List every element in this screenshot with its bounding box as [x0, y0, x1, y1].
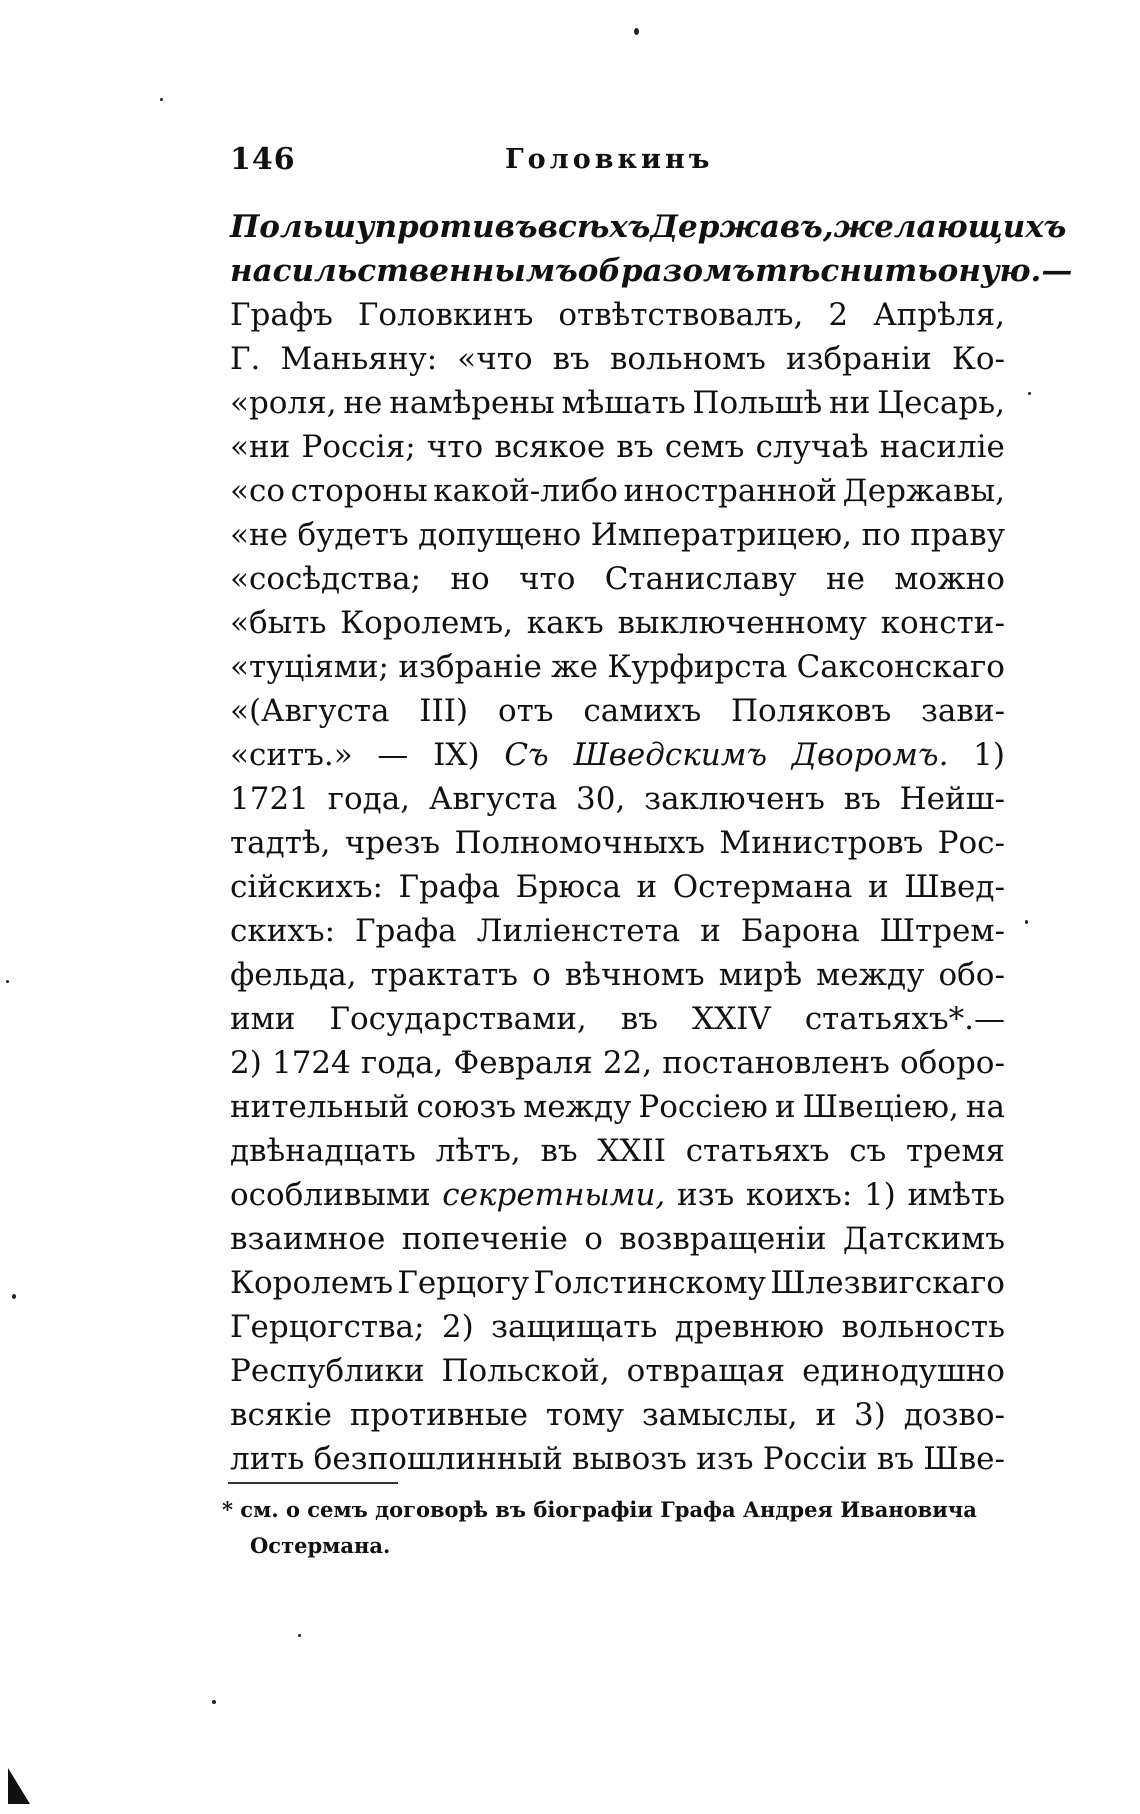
text-line	[230, 513, 1005, 557]
word: между	[816, 957, 925, 993]
text-line	[230, 1393, 1005, 1437]
word: можно	[894, 561, 1005, 597]
word: что	[426, 429, 484, 465]
footnote	[222, 1492, 1007, 1564]
word: не	[825, 561, 865, 597]
word: взаимное	[230, 1221, 386, 1257]
word: въ	[540, 1133, 578, 1169]
word: 3)	[854, 1397, 886, 1433]
word: по	[861, 517, 901, 553]
text-line	[230, 205, 1067, 249]
word: Россія;	[301, 429, 416, 465]
text-line	[230, 1041, 1005, 1085]
word: вывозъ	[572, 1441, 687, 1477]
word: возвращеніи	[619, 1221, 827, 1257]
word: Барона	[740, 913, 860, 949]
word: Польшу	[230, 209, 375, 245]
word: Россіею	[638, 1089, 768, 1125]
word: секретными,	[442, 1177, 666, 1213]
page-number: 146	[230, 142, 296, 177]
text-line	[230, 557, 1005, 601]
word: и	[868, 869, 889, 905]
word: —	[1041, 253, 1073, 289]
word: 22,	[602, 1045, 653, 1081]
word: Нейш-	[899, 781, 1005, 817]
word: Съ	[504, 737, 549, 773]
word: случаѣ	[755, 429, 869, 465]
text-line	[230, 689, 1005, 733]
word: Министровъ	[719, 825, 924, 861]
word: Королемъ,	[340, 605, 513, 641]
word: Дворомъ.	[791, 737, 949, 773]
word: 1724	[271, 1045, 351, 1081]
word: Полномочныхъ	[454, 825, 705, 861]
word: ни	[829, 385, 871, 421]
word: Поляковъ	[731, 693, 892, 729]
word: мѣшать	[561, 385, 686, 421]
word: насильственнымъ	[230, 253, 578, 289]
word: тремя	[905, 1133, 1005, 1169]
word: Датскимъ	[842, 1221, 1005, 1257]
word: особливыми	[230, 1177, 431, 1213]
word: Лиліенстета	[476, 913, 681, 949]
word: заключенъ	[644, 781, 825, 817]
word: о	[584, 1221, 603, 1257]
word: двѣнадцать	[230, 1133, 416, 1169]
word: что	[519, 561, 576, 597]
word: но	[450, 561, 490, 597]
word: стороны	[290, 473, 428, 509]
word: допущено	[418, 517, 582, 553]
footnote-divider	[228, 1482, 398, 1484]
word: фельда,	[230, 957, 357, 993]
word: нительный	[230, 1089, 410, 1125]
word: всѣхъ	[537, 209, 651, 245]
word: противные	[349, 1397, 528, 1433]
word: какъ	[526, 605, 604, 641]
word: Россіи	[762, 1441, 868, 1477]
word: Февраля	[453, 1045, 593, 1081]
word: «со	[230, 473, 285, 509]
text-line	[230, 997, 1005, 1041]
text-line	[230, 1261, 1005, 1305]
word: вольномъ	[609, 341, 766, 377]
word: Герцогства;	[230, 1309, 425, 1345]
word: и	[774, 1089, 796, 1125]
word: въ	[620, 1001, 658, 1037]
text-line	[230, 293, 1005, 337]
word: Рос-	[937, 825, 1005, 861]
word: «(Августа	[230, 693, 390, 729]
text-line	[230, 1349, 1005, 1393]
word: зави-	[921, 693, 1005, 729]
word: Державъ,	[650, 209, 834, 245]
word: «ситъ.»	[230, 737, 353, 773]
word: защищать	[491, 1309, 658, 1345]
text-line	[230, 1437, 1005, 1481]
word: имѣть	[907, 1177, 1005, 1213]
text-line	[230, 1129, 1005, 1173]
word: не	[343, 385, 383, 421]
text-line	[230, 601, 1005, 645]
word: III)	[419, 693, 469, 729]
word: Польской,	[441, 1353, 610, 1389]
text-line	[230, 1085, 1005, 1129]
word: Шведскимъ	[573, 737, 768, 773]
footnote-line: * см. о семъ договорѣ въ біографіи Графа Андрея Ивановича	[222, 1497, 977, 1522]
word: Головкинъ	[357, 297, 534, 333]
word: будетъ	[297, 517, 409, 553]
word: консти-	[880, 605, 1005, 641]
scan-speck	[1028, 392, 1031, 395]
word: Саксонскаго	[796, 649, 1005, 685]
word: ими	[230, 1001, 296, 1037]
word: Графъ	[230, 297, 333, 333]
body-text	[230, 205, 1073, 1481]
word: Графа	[398, 869, 501, 905]
word: Герцогу	[397, 1265, 530, 1301]
text-line	[230, 425, 1005, 469]
word: вольность	[841, 1309, 1005, 1345]
scan-speck	[160, 98, 163, 101]
word: Польшѣ	[692, 385, 823, 421]
text-line	[230, 1217, 1005, 1261]
word: обо-	[938, 957, 1005, 993]
word: безпошлинный	[313, 1441, 563, 1477]
word: «туціями;	[230, 649, 389, 685]
word: лить	[230, 1441, 305, 1477]
word: Швед-	[904, 869, 1005, 905]
word: единодушно	[802, 1353, 1005, 1389]
text-line	[230, 1305, 1005, 1349]
footnote-line: Остермана.	[250, 1533, 391, 1558]
word: отъ	[497, 693, 554, 729]
scan-corner-mark	[8, 1768, 30, 1804]
word: тадтѣ,	[230, 825, 331, 861]
word: попеченіе	[401, 1221, 568, 1257]
text-line	[230, 953, 1005, 997]
word: «что	[457, 341, 533, 377]
word: «быть	[230, 605, 327, 641]
word: 2)	[230, 1045, 262, 1081]
word: статьяхъ*.—	[804, 1001, 1005, 1037]
word: Станиславу	[604, 561, 797, 597]
scan-speck	[298, 1634, 301, 1637]
word: тѣснить	[755, 253, 938, 289]
word: 1)	[863, 1177, 896, 1213]
word: съ	[849, 1133, 887, 1169]
word: лѣтъ,	[435, 1133, 521, 1169]
word: «не	[230, 517, 288, 553]
text-line	[230, 821, 1005, 865]
word: Курфирста	[607, 649, 788, 685]
word: —	[377, 737, 409, 773]
word: намѣрены	[389, 385, 555, 421]
word: и	[700, 913, 721, 949]
word: Апрѣля,	[873, 297, 1005, 333]
text-line	[230, 469, 1005, 513]
word: «ни	[230, 429, 291, 465]
word: семъ	[664, 429, 745, 465]
word: Августа	[428, 781, 558, 817]
word: дозво-	[903, 1397, 1005, 1433]
word: года,	[327, 781, 411, 817]
text-line	[230, 337, 1005, 381]
text-line	[230, 909, 1005, 953]
word: Цесарь,	[877, 385, 1005, 421]
word: 30,	[576, 781, 626, 817]
word: Брюса	[515, 869, 622, 905]
word: тому	[545, 1397, 625, 1433]
word: Г.	[230, 341, 261, 377]
word: Графа	[355, 913, 457, 949]
word: Маньяну:	[280, 341, 438, 377]
word: же	[551, 649, 599, 685]
word: изъ	[676, 1177, 735, 1213]
scan-speck	[12, 1294, 16, 1299]
word: выключенному	[617, 605, 867, 641]
text-line	[230, 1173, 1005, 1217]
word: Королемъ	[230, 1265, 394, 1301]
word: 2	[828, 297, 849, 333]
word: о	[532, 957, 551, 993]
word: всякіе	[230, 1397, 333, 1433]
word: оборо-	[899, 1045, 1005, 1081]
word: на	[965, 1089, 1005, 1125]
word: и	[815, 1397, 837, 1433]
word: сійскихъ:	[230, 869, 383, 905]
word: Шве-	[923, 1441, 1005, 1477]
word: въ	[876, 1441, 915, 1477]
page-header	[230, 142, 1000, 182]
word: Швеціею,	[802, 1089, 959, 1125]
word: иностранной	[623, 473, 838, 509]
word: трактатъ	[370, 957, 519, 993]
word: Голстинскому	[533, 1265, 766, 1301]
scan-speck	[212, 1700, 216, 1704]
word: замыслы,	[641, 1397, 798, 1433]
word: мирѣ	[718, 957, 803, 993]
word: между	[523, 1089, 632, 1125]
word: союзъ	[416, 1089, 517, 1125]
word: Штрем-	[879, 913, 1005, 949]
word: «сосѣдства;	[230, 561, 422, 597]
word: отвѣтствовалъ,	[558, 297, 804, 333]
word: вѣчномъ	[564, 957, 705, 993]
text-line	[230, 249, 1073, 293]
word: постановленъ	[662, 1045, 890, 1081]
text-line	[230, 645, 1005, 689]
word: избраніе	[398, 649, 542, 685]
word: Ко-	[951, 341, 1005, 377]
word: 2)	[441, 1309, 474, 1345]
word: въ	[616, 429, 654, 465]
word: 1)	[973, 737, 1005, 773]
word: Императрицею,	[590, 517, 853, 553]
word: праву	[910, 517, 1005, 553]
text-line	[230, 733, 1005, 777]
word: коихъ:	[745, 1177, 853, 1213]
word: чрезъ	[344, 825, 441, 861]
word: самихъ	[583, 693, 702, 729]
word: въ	[843, 781, 881, 817]
scan-speck	[634, 28, 639, 35]
scan-speck	[1025, 920, 1028, 924]
word: Державы,	[842, 473, 1005, 509]
word: всякое	[494, 429, 606, 465]
word: статьяхъ	[685, 1133, 830, 1169]
word: и	[636, 869, 658, 905]
word: оную.	[937, 253, 1042, 289]
text-line	[230, 865, 1005, 909]
word: IX)	[433, 737, 480, 773]
word: отвращая	[626, 1353, 786, 1389]
word: Республики	[230, 1353, 425, 1389]
word: насиліе	[879, 429, 1005, 465]
word: образомъ	[577, 253, 756, 289]
word: 1721	[230, 781, 309, 817]
word: XXII	[597, 1133, 666, 1169]
word: древнюю	[674, 1309, 825, 1345]
text-line	[230, 381, 1005, 425]
word: Остермана	[672, 869, 853, 905]
word: противъ	[374, 209, 538, 245]
word: желающихъ	[833, 209, 1067, 245]
word: года,	[361, 1045, 444, 1081]
word: изъ	[696, 1441, 754, 1477]
word: «роля,	[230, 385, 337, 421]
word: какой-либо	[433, 473, 618, 509]
word: Шлезвигскаго	[770, 1265, 1005, 1301]
text-line	[230, 777, 1005, 821]
word: XXIV	[692, 1001, 771, 1037]
word: скихъ:	[230, 913, 336, 949]
word: избраніи	[785, 341, 932, 377]
scan-speck	[6, 980, 9, 983]
word: въ	[552, 341, 590, 377]
running-title: Головкинъ	[505, 144, 714, 175]
word: Государствами,	[329, 1001, 587, 1037]
